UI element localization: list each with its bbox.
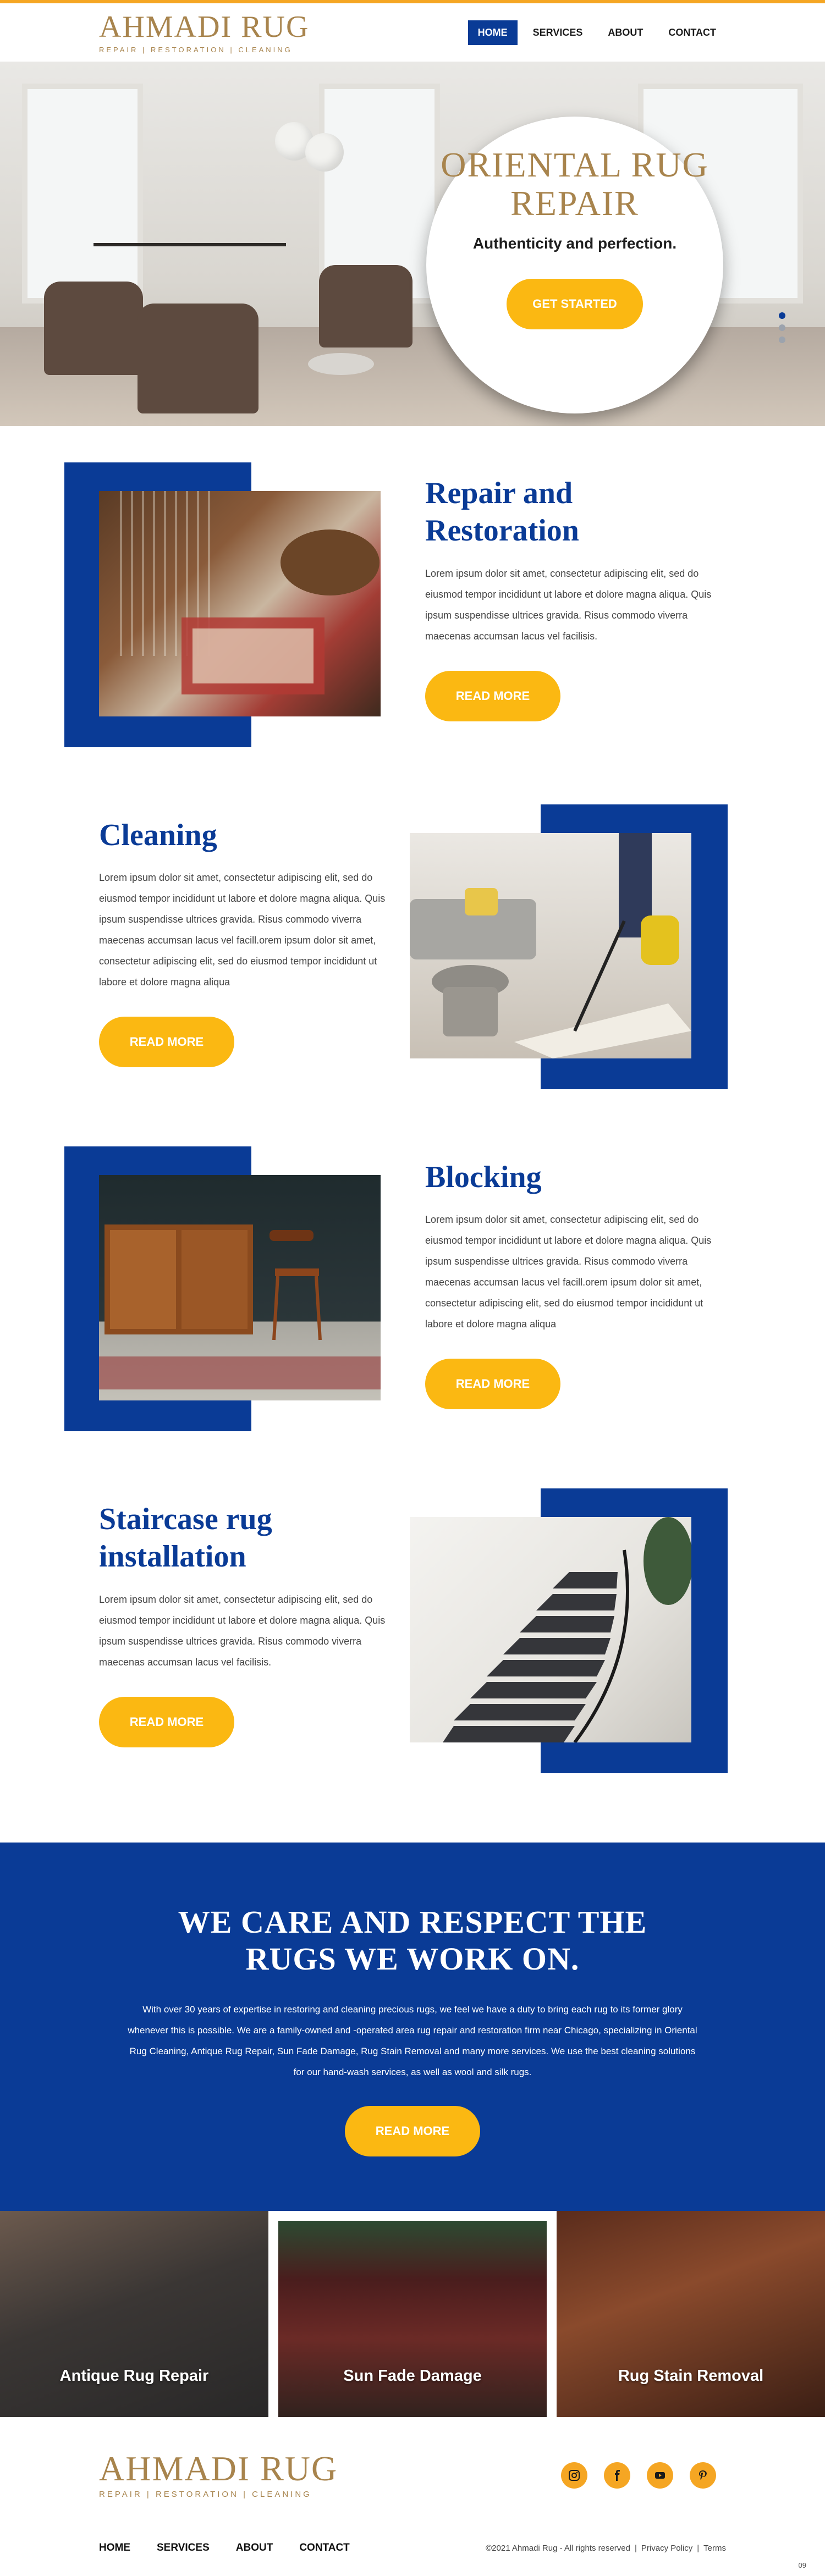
console-table — [94, 243, 286, 246]
service-description: Lorem ipsum dolor sit amet, consectetur adipiscing elit, sed do eiusmod tempor incididunt ut labore et dolore magna aliqua. Quis ipsum suspendisse ultrices gravida. Risus commodo viverra maecenas accumsan lacus vel facill.orem ipsum dolor sit amet, consectetur adipiscing elit, sed do eiusmod tempor incididunt ut labore et dolore magna aliqua — [99, 872, 386, 988]
footer-nav — [99, 2542, 350, 2554]
loom-illustration — [99, 491, 381, 716]
tile-label: Antique Rug Repair — [59, 2367, 209, 2385]
service-description: Lorem ipsum dolor sit amet, consectetur adipiscing elit, sed do eiusmod tempor incididunt ut labore et dolore magna aliqua. Quis ipsum suspendisse ultrices gravida. Risus commodo viverra maecenas accumsan lacus vel facill.orem ipsum dolor sit amet, consectetur adipiscing elit, sed do eiusmod tempor incididunt ut labore et dolore magna aliqua — [425, 1214, 712, 1330]
footer-nav-about[interactable]: ABOUT — [235, 2542, 273, 2553]
tile-label: Rug Stain Removal — [618, 2367, 764, 2385]
site-header — [0, 3, 825, 62]
get-started-button[interactable]: GET STARTED — [507, 279, 643, 329]
pendant-lamp — [305, 133, 344, 172]
footer-nav-services[interactable]: SERVICES — [157, 2542, 210, 2553]
nav-home[interactable]: HOME — [468, 20, 518, 45]
pinterest-icon[interactable] — [690, 2462, 716, 2489]
cleaning-photo — [410, 833, 691, 1058]
footer-top — [99, 2451, 726, 2499]
privacy-policy-link[interactable]: Privacy Policy — [641, 2543, 693, 2553]
service-description: Lorem ipsum dolor sit amet, consectetur adipiscing elit, sed do eiusmod tempor incididunt ut labore et dolore magna aliqua. Quis ipsum suspendisse ultrices gravida. Risus commodo viverra maecenas accumsan lacus vel facilisis. — [99, 1593, 386, 1668]
service-title: Blocking — [425, 1160, 542, 1194]
care-banner — [0, 1843, 825, 2211]
hero-title: ORIENTAL RUG REPAIR — [441, 145, 709, 223]
service-description: Lorem ipsum dolor sit amet, consectetur adipiscing elit, sed do eiusmod tempor incididunt ut labore et dolore magna aliqua. Quis ipsum suspendisse ultrices gravida. Risus commodo viverra maecenas accumsan lacus vel facilisis. — [425, 567, 712, 642]
read-more-button[interactable]: READ MORE — [345, 2106, 480, 2156]
service-blocking — [0, 1146, 825, 1488]
service-tiles — [0, 2211, 825, 2417]
copyright-text: ©2021 Ahmadi Rug - All rights reserved — [486, 2543, 630, 2553]
service-text — [425, 1159, 733, 1409]
armchair — [319, 265, 413, 347]
youtube-icon[interactable] — [647, 2462, 673, 2489]
services-section — [0, 426, 825, 1843]
terms-link[interactable]: Terms — [703, 2543, 726, 2553]
coffee-table — [308, 353, 374, 375]
legal-separator: | — [634, 2543, 637, 2553]
armchair — [138, 304, 258, 413]
facebook-icon[interactable] — [604, 2462, 630, 2489]
footer-bottom — [99, 2542, 726, 2554]
brand-name: AHMADI RUG — [99, 2449, 338, 2488]
carousel-dots — [779, 312, 785, 343]
brand-logo[interactable] — [99, 9, 310, 54]
legal-separator: | — [697, 2543, 700, 2553]
sideboard-illustration — [99, 1175, 381, 1400]
read-more-button[interactable]: READ MORE — [425, 1359, 560, 1409]
blocking-photo — [99, 1175, 381, 1400]
service-text — [99, 817, 396, 1067]
footer-nav-contact[interactable]: CONTACT — [299, 2542, 350, 2553]
nav-about[interactable]: ABOUT — [608, 26, 644, 38]
carousel-dot[interactable] — [779, 312, 785, 319]
service-title: Staircase rug installation — [99, 1502, 272, 1574]
armchair — [44, 282, 143, 375]
service-repair — [0, 462, 825, 804]
staircase-photo — [410, 1517, 691, 1742]
service-cleaning — [0, 804, 825, 1146]
legal-links — [486, 2544, 726, 2553]
hero-subtitle: Authenticity and perfection. — [472, 235, 677, 252]
site-footer — [0, 2417, 825, 2576]
brand-tagline: REPAIR | RESTORATION | CLEANING — [99, 45, 293, 54]
main-nav — [468, 20, 726, 45]
hero-banner — [0, 62, 825, 426]
carousel-dot[interactable] — [779, 337, 785, 343]
read-more-button[interactable]: READ MORE — [99, 1017, 234, 1067]
tile-photo — [557, 2211, 825, 2417]
staircase-illustration — [410, 1517, 691, 1742]
hero-window — [22, 84, 143, 304]
tile-sun-fade-damage[interactable] — [268, 2211, 557, 2417]
tile-label: Sun Fade Damage — [343, 2367, 482, 2385]
read-more-button[interactable]: READ MORE — [425, 671, 560, 721]
read-more-button[interactable]: READ MORE — [99, 1697, 234, 1747]
tile-rug-stain-removal[interactable] — [557, 2211, 825, 2417]
service-text — [99, 1501, 396, 1747]
vacuum-illustration — [410, 833, 691, 1058]
hero-card — [426, 117, 723, 413]
tile-photo — [0, 2211, 268, 2417]
footer-logo[interactable] — [99, 2451, 338, 2499]
care-description: With over 30 years of expertise in restoring and cleaning precious rugs, we feel we have a duty to bring each rug to its former glory whenever this is possible. We are a family-owned and -operated area rug repair and restoration firm near Chicago, specializing in Oriental Rug Cleaning, Antique Rug Repair, Sun Fade Damage, Rug Stain Removal and many more services. We use the best cleaning solutions for our hand-wash services, as well as wool and silk rugs. — [128, 2004, 697, 2078]
instagram-icon[interactable] — [561, 2462, 587, 2489]
care-title: WE CARE AND RESPECT THE RUGS WE WORK ON. — [178, 1904, 647, 1977]
rug-repair-photo — [99, 491, 381, 716]
service-title: Cleaning — [99, 818, 217, 852]
tile-antique-rug-repair[interactable] — [0, 2211, 268, 2417]
footer-nav-home[interactable]: HOME — [99, 2542, 130, 2553]
nav-services[interactable]: SERVICES — [532, 26, 583, 38]
service-text — [425, 475, 733, 721]
tile-photo — [278, 2221, 547, 2417]
brand-tagline: REPAIR | RESTORATION | CLEANING — [99, 2490, 312, 2499]
service-staircase — [0, 1488, 825, 1843]
social-links — [561, 2462, 716, 2489]
page-number: 09 — [798, 2561, 806, 2569]
carousel-dot[interactable] — [779, 324, 785, 331]
brand-name: AHMADI RUG — [99, 9, 310, 44]
service-title: Repair and Restoration — [425, 476, 579, 548]
nav-contact[interactable]: CONTACT — [668, 26, 716, 38]
